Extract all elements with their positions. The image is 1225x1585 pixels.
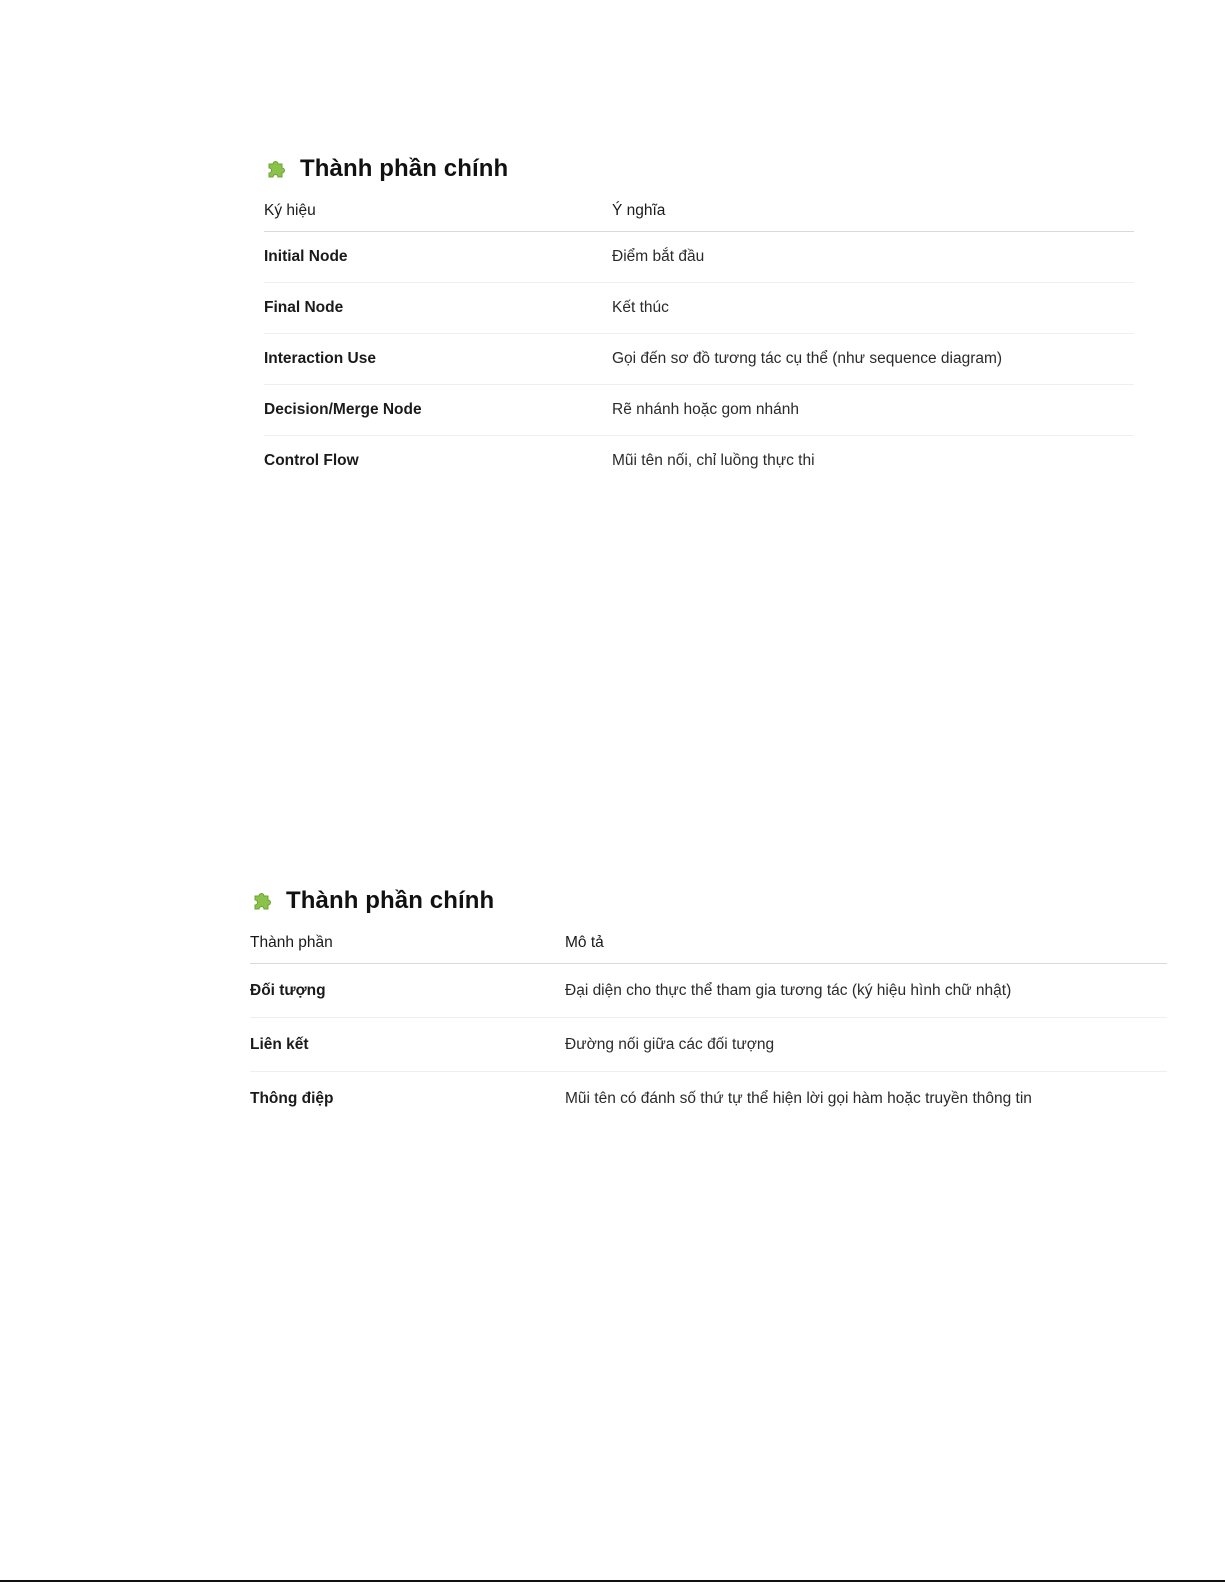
table-row (250, 964, 1167, 1018)
column-header-symbol: Ký hiệu (264, 196, 612, 232)
row-description: Điểm bắt đầu (612, 232, 1134, 283)
row-description: Đường nối giữa các đối tượng (565, 1018, 1167, 1072)
row-term: Đối tượng (250, 964, 565, 1018)
row-description: Gọi đến sơ đồ tương tác cụ thể (như sequence diagram) (612, 334, 1134, 385)
section-heading (264, 150, 1134, 188)
row-description: Mũi tên có đánh số thứ tự thể hiện lời gọi hàm hoặc truyền thông tin (565, 1089, 1032, 1107)
section-title: Thành phần chính (300, 155, 509, 182)
table-row (250, 1018, 1167, 1072)
row-term: Control Flow (264, 452, 359, 469)
row-term: Initial Node (264, 232, 612, 283)
row-term: Liên kết (250, 1018, 565, 1072)
table-row (264, 385, 1134, 436)
column-header-component: Thành phần (250, 928, 565, 964)
column-header-description: Mô tả (565, 928, 1167, 964)
components-table (250, 928, 1167, 1125)
column-header-meaning: Ý nghĩa (612, 196, 1134, 232)
section-heading (250, 882, 1167, 920)
page-bottom-rule (0, 1580, 1225, 1582)
table-header-row (264, 196, 1134, 232)
row-description: Rẽ nhánh hoặc gom nhánh (612, 385, 1134, 436)
row-term: Decision/Merge Node (264, 385, 612, 436)
table-row (264, 436, 1134, 487)
row-description: Đại diện cho thực thể tham gia tương tác (ký hiệu hình chữ nhật) (565, 964, 1167, 1018)
table-row (264, 334, 1134, 385)
table-row (264, 283, 1134, 334)
row-term: Interaction Use (264, 334, 612, 385)
puzzle-icon (250, 888, 276, 914)
section-title: Thành phần chính (286, 887, 495, 914)
puzzle-icon (264, 156, 290, 182)
table-header-row (250, 928, 1167, 964)
components-table (264, 196, 1134, 486)
components-section-activity (264, 150, 1134, 486)
row-term: Thông điệp (250, 1089, 334, 1107)
components-section-communication (250, 882, 1167, 1125)
table-row (264, 232, 1134, 283)
row-description: Mũi tên nối, chỉ luồng thực thi (612, 452, 815, 469)
row-term: Final Node (264, 283, 612, 334)
row-description: Kết thúc (612, 283, 1134, 334)
table-row (250, 1072, 1167, 1126)
